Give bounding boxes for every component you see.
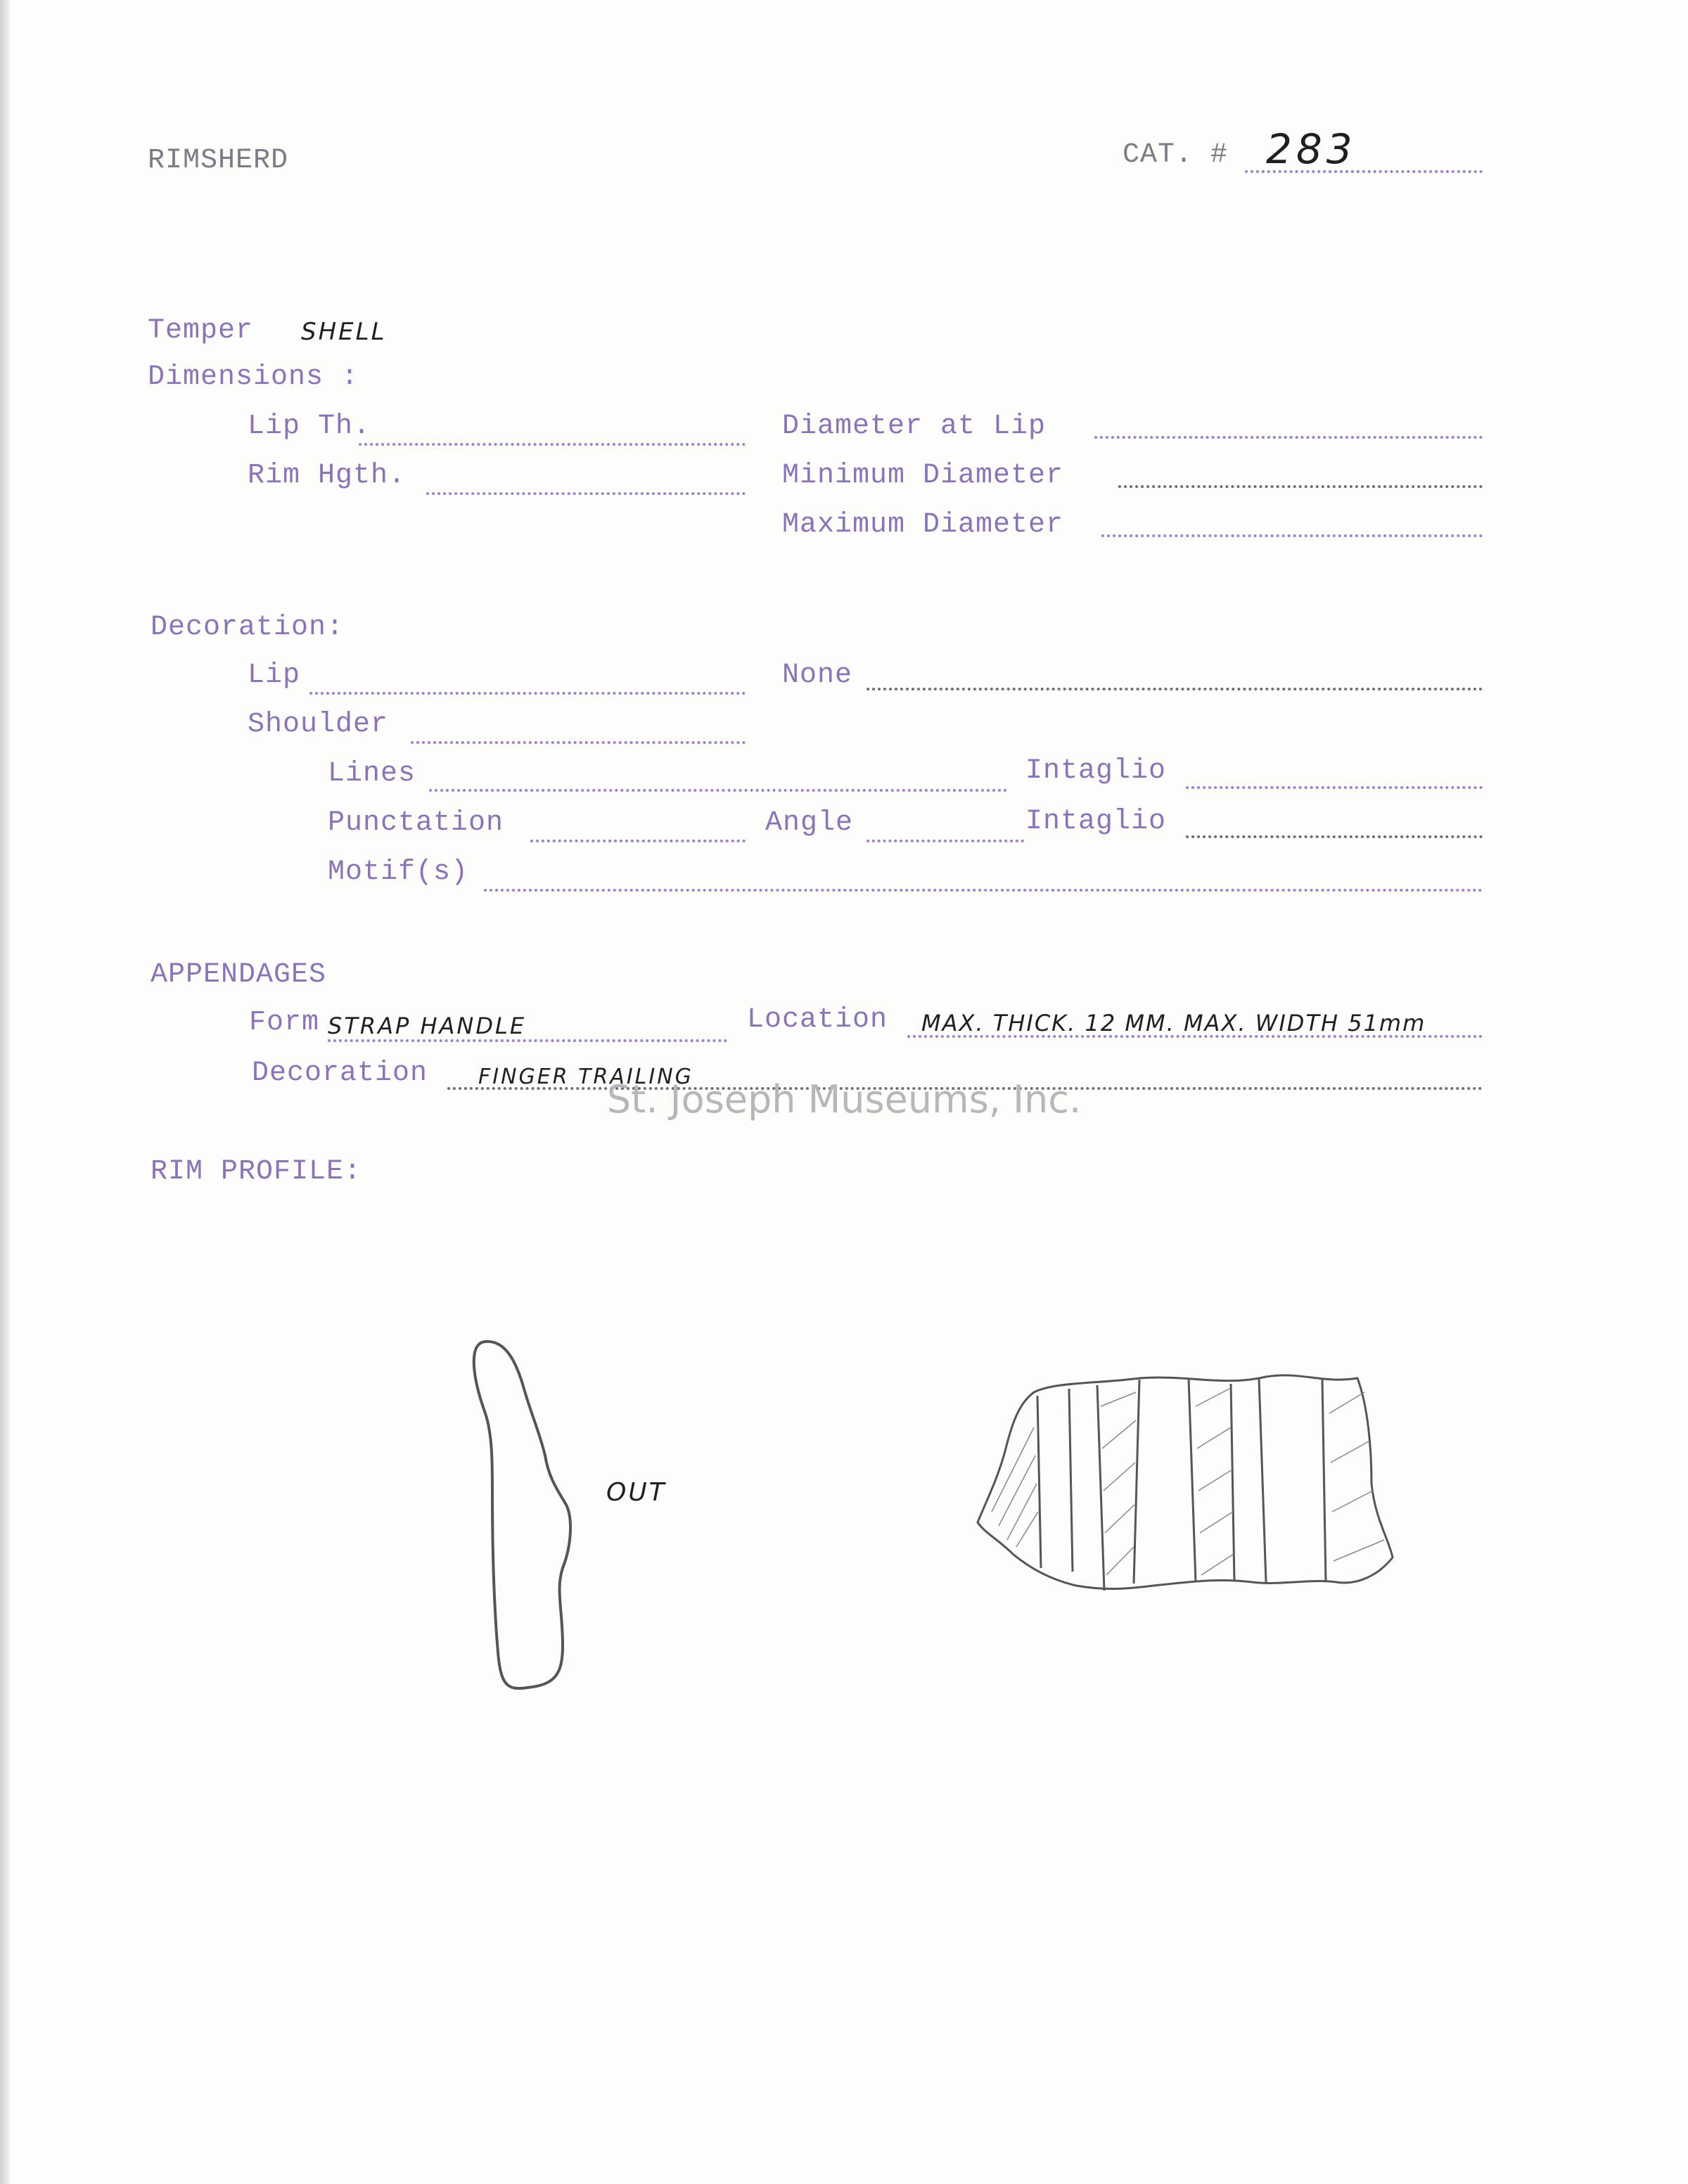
intaglio-label-1: Intaglio xyxy=(1025,755,1167,787)
angle-label: Angle xyxy=(765,807,854,839)
lip-thickness-label: Lip Th. xyxy=(248,411,371,442)
cat-number: 283 xyxy=(1266,125,1357,173)
cat-label: CAT. # xyxy=(1123,139,1229,171)
sherd-drawing xyxy=(978,1375,1393,1591)
motifs-label: Motif(s) xyxy=(328,856,469,888)
punctation-label: Punctation xyxy=(328,807,504,839)
intaglio-label-2: Intaglio xyxy=(1025,806,1167,837)
dimensions-label: Dimensions : xyxy=(148,361,359,393)
rim-height-label: Rim Hgth. xyxy=(248,460,407,492)
lines-label: Lines xyxy=(328,758,416,790)
out-note: OUT xyxy=(606,1478,667,1507)
location-value: MAX. THICK. 12 MM. MAX. WIDTH 51mm xyxy=(921,1010,1426,1036)
appendages-label: APPENDAGES xyxy=(151,959,327,991)
diameter-at-lip-label: Diameter at Lip xyxy=(782,411,1047,442)
decoration-label: Decoration: xyxy=(151,612,345,643)
temper-value: SHELL xyxy=(301,318,387,346)
decoration-none-label: None xyxy=(782,660,853,691)
temper-label: Temper xyxy=(148,315,254,347)
form-value: STRAP HANDLE xyxy=(328,1013,527,1039)
location-label: Location xyxy=(747,1004,888,1036)
cross-section-outline xyxy=(474,1342,570,1688)
minimum-diameter-label: Minimum Diameter xyxy=(782,460,1064,492)
appendage-decoration-label: Decoration xyxy=(252,1058,428,1089)
maximum-diameter-label: Maximum Diameter xyxy=(782,509,1064,541)
form-label: Form xyxy=(249,1007,320,1039)
form-title: RIMSHERD xyxy=(148,145,289,176)
decoration-lip-label: Lip xyxy=(248,660,301,691)
watermark: St. Joseph Museums, Inc. xyxy=(606,1077,1082,1122)
rim-profile-label: RIM PROFILE: xyxy=(151,1156,362,1188)
appendage-decoration-value: FINGER TRAILING xyxy=(478,1065,693,1089)
shoulder-label: Shoulder xyxy=(248,709,389,740)
